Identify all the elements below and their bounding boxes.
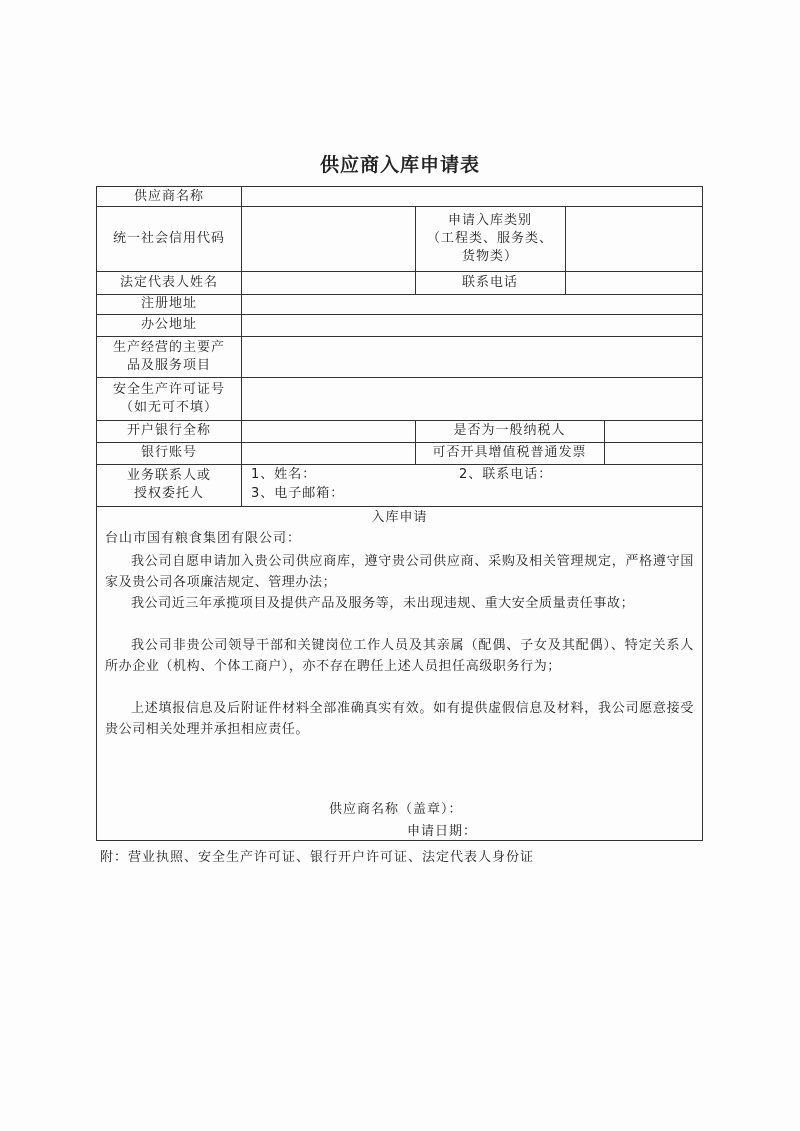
category-label-line: 申请入库类别 (447, 212, 532, 228)
attachment-note: 附：营业执照、安全生产许可证、银行开户许可证、法定代表人身份证 (100, 850, 535, 865)
statement-paragraph: 我公司非贵公司领导干部和关键岗位工作人员及其亲属（配偶、子女及其配偶）、特定关系人所办企业（机构、个体工商户），亦不存在聘任上述人员担任高级职务行为； (105, 638, 694, 674)
statement-paragraph: 上述填报信息及后附证件材料全部准确真实有效。如有提供虚假信息及材料，我公司愿意接受贵公司相关处理并承担相应责任。 (105, 701, 694, 737)
addressee: 台山市国有粮食集团有限公司： (105, 531, 302, 546)
safety-license-label (97, 377, 241, 420)
phone-label: 联系电话 (461, 274, 518, 290)
signature-date: 申请日期： (407, 824, 478, 839)
safety-license-label-line: 安全生产许可证号 (112, 381, 225, 397)
category-label-line: （工程类、服务类、 (426, 230, 553, 246)
category-label (415, 206, 565, 271)
safety-license-label-line: （如无可不填） (119, 399, 218, 415)
office-address-label: 办公地址 (140, 317, 197, 332)
contact-name-field: 1、姓名： (251, 467, 317, 482)
bank-name-label: 开户银行全称 (126, 423, 211, 438)
signature-supplier-name: 供应商名称（盖章）： (329, 802, 463, 817)
supplier-name-label: 供应商名称 (133, 188, 204, 204)
form-title: 供应商入库申请表 (319, 154, 480, 176)
products-label (97, 336, 241, 377)
contact-email-field: 3、电子邮箱： (251, 486, 345, 501)
application-form (96, 186, 703, 841)
products-label-line: 生产经营的主要产 (112, 339, 225, 355)
vat-invoice-label: 可否开具增值税普通发票 (432, 445, 587, 460)
credit-code-label: 统一社会信用代码 (112, 230, 225, 246)
statement-paragraph: 我公司自愿申请加入贵公司供应商库，遵守贵公司供应商、采购及相关管理规定，严格遵守国家及贵公司各项廉洁规定、管理办法； (105, 554, 694, 590)
reg-address-label: 注册地址 (140, 296, 197, 311)
bank-account-label: 银行账号 (140, 445, 197, 460)
contact-phone-field: 2、联系电话： (459, 467, 553, 482)
products-label-line: 品及服务项目 (126, 357, 211, 373)
general-taxpayer-label: 是否为一般纳税人 (453, 423, 566, 438)
category-label-line: 货物类） (461, 248, 518, 264)
contact-label-line: 业务联系人或 (126, 468, 211, 483)
application-heading: 入库申请 (371, 510, 428, 525)
contact-label-line: 授权委托人 (133, 486, 204, 501)
legal-rep-label: 法定代表人姓名 (119, 274, 218, 290)
statement-paragraph: 我公司近三年承揽项目及提供产品及服务等，未出现违规、重大安全质量责任事故； (131, 596, 635, 611)
contact-label (97, 464, 241, 506)
